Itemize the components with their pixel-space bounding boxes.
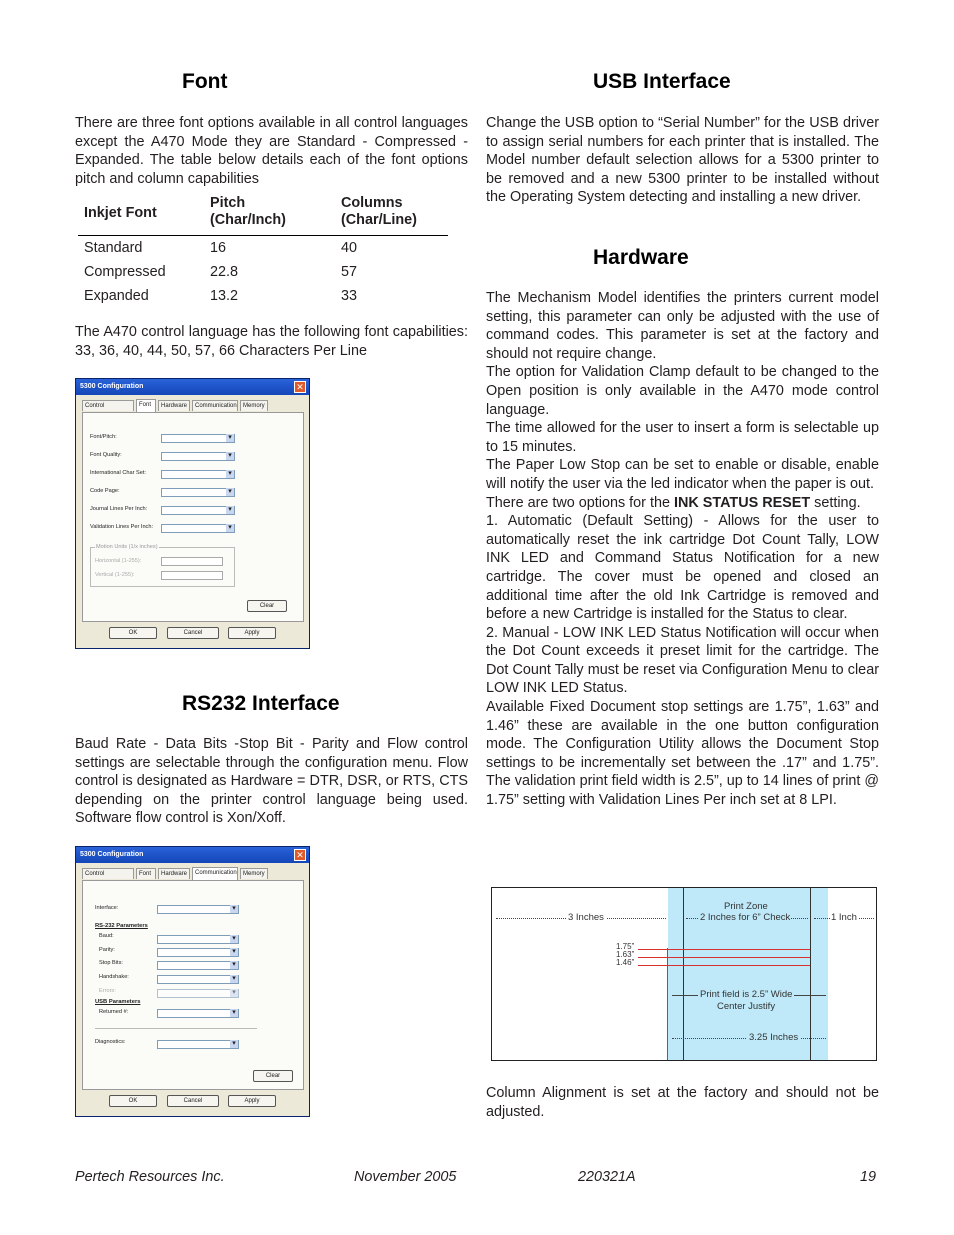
returned-select[interactable] bbox=[157, 1009, 239, 1018]
close-icon[interactable]: ✕ bbox=[294, 849, 306, 861]
print-field-l2: Center Justify bbox=[717, 1001, 776, 1012]
journal-lpi-label: Journal Lines Per Inch: bbox=[90, 506, 148, 512]
validation-lpi-label: Validation Lines Per Inch: bbox=[90, 524, 154, 530]
stop-bits-label: Stop Bits: bbox=[99, 960, 123, 966]
print-zone-diagram bbox=[491, 887, 877, 1061]
col-columns: Columns (Char/Line) bbox=[341, 195, 417, 228]
hardware-p6: 1. Automatic (Default Setting) - Allows for the user to automatically reset the ink cartridge Dot Count Tally, LOW INK LED and Command Status Notification for a new cartridge. The cover must be opened and closed an additional time after the old Ink Cartridge is removed and before a new Cartridge is installed for the Status to clear. bbox=[486, 513, 879, 623]
column-alignment-note: Column Alignment is set at the factory and should not be adjusted. bbox=[486, 1085, 879, 1120]
footer-page-number: 19 bbox=[860, 1169, 877, 1185]
tab-memory[interactable]: Memory bbox=[240, 400, 268, 411]
comm-config-dialog bbox=[75, 846, 310, 1117]
close-icon[interactable]: ✕ bbox=[294, 381, 306, 393]
cell: 40 bbox=[341, 240, 358, 256]
handshake-select[interactable] bbox=[157, 975, 239, 984]
journal-lpi-select[interactable] bbox=[161, 506, 235, 515]
code-page-select[interactable] bbox=[161, 488, 235, 497]
parity-select[interactable] bbox=[157, 948, 239, 957]
intl-char-set-select[interactable] bbox=[161, 470, 235, 479]
font-table-header bbox=[78, 193, 448, 236]
usb-params-label: USB Parameters bbox=[95, 999, 141, 1005]
returned-label: Returned #: bbox=[99, 1009, 129, 1015]
zone-title: Print Zone bbox=[724, 901, 768, 912]
separator bbox=[95, 1028, 257, 1029]
print-field-l1: Print field is 2.5” Wide bbox=[700, 989, 793, 1000]
cell: 22.8 bbox=[210, 264, 239, 280]
handshake-label: Handshake: bbox=[99, 974, 129, 980]
ok-button[interactable]: OK bbox=[109, 1095, 157, 1107]
tab-communication[interactable]: Communication bbox=[192, 867, 238, 880]
footer-doc-number: 220321A bbox=[578, 1169, 636, 1185]
zone-sub-label: 2 Inches for 6” Check bbox=[700, 912, 791, 923]
vertical-input[interactable] bbox=[161, 571, 223, 580]
stop-bits-select[interactable] bbox=[157, 961, 239, 970]
motion-units-label: Motion Units (1/x inches) bbox=[96, 544, 158, 550]
rs232-heading: RS232 Interface bbox=[182, 692, 340, 715]
table-row bbox=[78, 236, 448, 260]
baud-select[interactable] bbox=[157, 935, 239, 944]
clear-button[interactable]: Clear bbox=[253, 1070, 293, 1082]
tab-hardware[interactable]: Hardware bbox=[158, 400, 190, 411]
left-dim-label: 3 Inches bbox=[568, 912, 604, 923]
cell: 16 bbox=[210, 240, 227, 256]
font-heading: Font bbox=[182, 70, 228, 93]
cell: 57 bbox=[341, 264, 358, 280]
font-pitch-select[interactable] bbox=[161, 434, 235, 443]
font-quality-label: Font Quality: bbox=[90, 452, 122, 458]
motion-units-group bbox=[90, 544, 235, 587]
footer-company: Pertech Resources Inc. bbox=[75, 1169, 225, 1185]
p5-post: setting. bbox=[810, 494, 861, 511]
bottom-dim-label: 3.25 Inches bbox=[749, 1032, 799, 1043]
p5-pre: There are two options for the bbox=[486, 494, 674, 511]
zone-right-edge bbox=[810, 888, 811, 1060]
tab-communication[interactable]: Communication bbox=[192, 400, 238, 411]
hardware-p7: 2. Manual - LOW INK LED Status Notification will occur when the Dot Count exceeds it preset limit for the cartridge. The Dot Count Tally must be reset via Configuration Menu to clear LOW INK LED Status. bbox=[486, 624, 879, 697]
cell: Compressed bbox=[84, 264, 166, 280]
interface-select[interactable] bbox=[157, 905, 239, 914]
tab-font[interactable]: Font bbox=[136, 868, 156, 879]
validation-lpi-select[interactable] bbox=[161, 524, 235, 533]
tab-hardware[interactable]: Hardware bbox=[158, 868, 190, 879]
parity-label: Parity: bbox=[99, 947, 115, 953]
a470-note: The A470 control language has the following font capabilities: 33, 36, 40, 44, 50, 57, 66 Characters Per Line bbox=[75, 324, 468, 359]
errors-label: Errors: bbox=[99, 988, 116, 994]
usb-heading: USB Interface bbox=[593, 70, 731, 93]
cancel-button[interactable]: Cancel bbox=[167, 1095, 219, 1107]
font-quality-select[interactable] bbox=[161, 452, 235, 461]
horizontal-label: Horizontal (1-255): bbox=[95, 558, 142, 564]
hardware-p3: The time allowed for the user to insert a form is selectable up to 15 minutes. bbox=[486, 420, 879, 455]
dialog-title: 5300 Configuration bbox=[76, 379, 309, 395]
ok-button[interactable]: OK bbox=[109, 627, 157, 639]
stop-line-146 bbox=[638, 965, 810, 966]
table-row bbox=[78, 284, 448, 308]
hardware-text bbox=[486, 289, 879, 810]
rs232-params-label: RS-232 Parameters bbox=[95, 923, 148, 929]
diagnostics-label: Diagnostics: bbox=[95, 1039, 126, 1045]
cell: Standard bbox=[84, 240, 143, 256]
right-dim-label: 1 Inch bbox=[831, 912, 857, 923]
code-page-label: Code Page: bbox=[90, 488, 120, 494]
comm-tab-panel bbox=[82, 880, 304, 1090]
font-config-dialog bbox=[75, 378, 310, 649]
apply-button[interactable]: Apply bbox=[228, 1095, 276, 1107]
cell: 13.2 bbox=[210, 288, 239, 304]
tab-memory[interactable]: Memory bbox=[240, 868, 268, 879]
footer-date: November 2005 bbox=[354, 1169, 457, 1185]
font-table bbox=[78, 193, 448, 308]
font-intro: There are three font options available in all control languages except the A470 Mode they are Standard - Compressed - Expanded. The table below details each of the font options pitch and column capabilities bbox=[75, 115, 468, 187]
hardware-p8: Available Fixed Document stop settings are 1.75”, 1.63” and 1.46” these are available in the one button configuration mode. The Configuration Utility allows the Document Stop settings to be incrementally set between the .17” and 1.75”. The validation print field width is 2.5”, up to 14 lines of print @ 1.75” setting with Validation Lines Per inch set at 8 LPI. bbox=[486, 699, 879, 809]
stop-line-175 bbox=[638, 949, 810, 950]
errors-select[interactable] bbox=[157, 989, 239, 998]
baud-label: Baud: bbox=[99, 933, 114, 939]
col-inkjet-font: Inkjet Font bbox=[84, 205, 157, 221]
hardware-heading: Hardware bbox=[593, 246, 689, 269]
clear-button[interactable]: Clear bbox=[247, 600, 287, 612]
stop-label-175: 1.75” bbox=[616, 942, 635, 951]
cell: Expanded bbox=[84, 288, 149, 304]
horizontal-input[interactable] bbox=[161, 557, 223, 566]
interface-label: Interface: bbox=[95, 905, 119, 911]
hardware-p5 bbox=[486, 494, 879, 513]
vertical-label: Vertical (1-255): bbox=[95, 572, 135, 578]
table-row bbox=[78, 260, 448, 284]
tab-control-language[interactable]: Control bbox=[82, 868, 134, 879]
stop-label-146: 1.46” bbox=[616, 958, 635, 967]
hardware-p2: The option for Validation Clamp default to be changed to the Open position is only available in the A470 mode control language. bbox=[486, 364, 879, 418]
font-pitch-label: Font/Pitch: bbox=[90, 434, 117, 440]
cancel-button[interactable]: Cancel bbox=[167, 627, 219, 639]
diagnostics-select[interactable] bbox=[157, 1040, 239, 1049]
hardware-p1: The Mechanism Model identifies the printers current model setting, this parameter can only be adjusted with the use of command codes. This parameter is set at the factory and should not require change. bbox=[486, 290, 879, 362]
stop-label-163: 1.63” bbox=[616, 950, 635, 959]
hardware-p4: The Paper Low Stop can be set to enable or disable, enable will notify the user via the led indicator when the paper is out. bbox=[486, 457, 879, 492]
ink-status-reset: INK STATUS RESET bbox=[673, 494, 811, 511]
apply-button[interactable]: Apply bbox=[228, 627, 276, 639]
stop-line-163 bbox=[638, 957, 810, 958]
tab-font[interactable]: Font bbox=[136, 399, 156, 412]
intl-char-set-label: International Char Set: bbox=[90, 470, 146, 476]
zone-left-edge bbox=[683, 888, 684, 1060]
cell: 33 bbox=[341, 288, 358, 304]
usb-text: Change the USB option to “Serial Number” for the USB driver to assign serial numbers for each printer that is installed. The Model number default selection allows for a 5300 printer to be removed and a new 5300 printer to be installed without the Operating System detecting and installing a new driver. bbox=[486, 115, 879, 206]
rs232-text: Baud Rate - Data Bits -Stop Bit - Parity and Flow control settings are selectable through the configuration menu. Flow control is designated as Hardware = DTR, DSR, or RTS, CTS depending on the printer control language being used. Software flow control is Xon/Xoff. bbox=[75, 736, 468, 827]
tab-control-language[interactable]: Control bbox=[82, 400, 134, 411]
font-tab-panel bbox=[82, 412, 304, 622]
col-pitch: Pitch (Char/Inch) bbox=[210, 195, 286, 228]
dialog-title: 5300 Configuration bbox=[76, 847, 309, 863]
